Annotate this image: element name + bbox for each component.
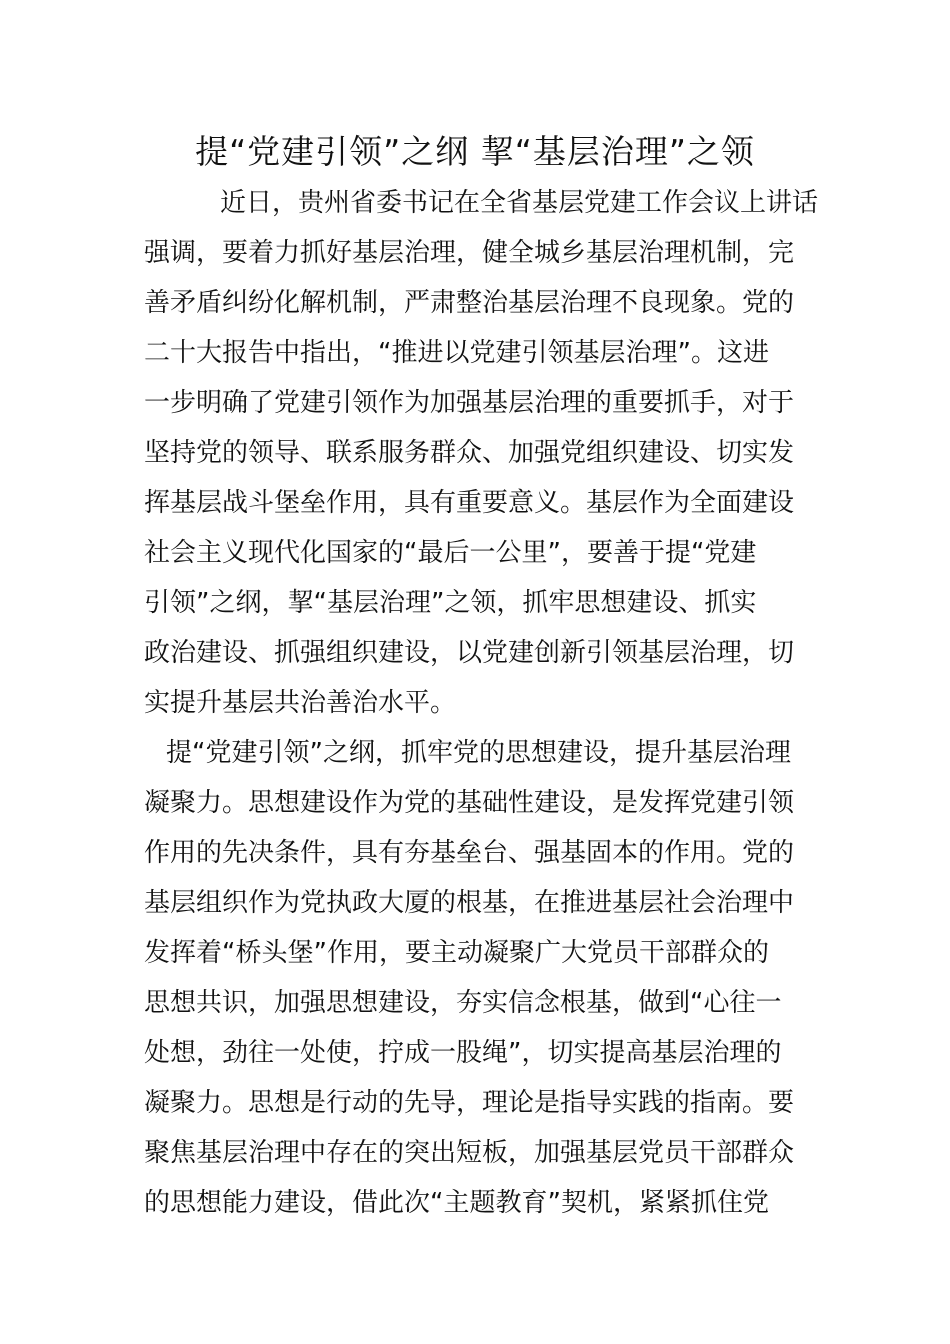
text-line: 善矛盾纠纷化解机制，严肃整治基层治理不良现象。党的: [144, 288, 795, 318]
document-body: [144, 178, 819, 1228]
paragraph-1: [144, 178, 819, 728]
text-line: 聚焦基层治理中存在的突出短板，加强基层党员干部群众: [144, 1138, 795, 1168]
text-line: 作用的先决条件，具有夯基垒台、强基固本的作用。党的: [144, 838, 795, 868]
text-line: 社会主义现代化国家的“最后一公里”，要善于提“党建: [144, 538, 757, 568]
text-line: 提“党建引领”之纲，抓牢党的思想建设，提升基层治理: [166, 738, 791, 768]
text-line: 处想，劲往一处使，拧成一股绳”，切实提高基层治理的: [144, 1038, 782, 1068]
text-line: 挥基层战斗堡垒作用，具有重要意义。基层作为全面建设: [144, 488, 795, 518]
text-line: 坚持党的领导、联系服务群众、加强党组织建设、切实发: [144, 438, 795, 468]
text-line: 思想共识，加强思想建设，夯实信念根基，做到“心往一: [144, 988, 782, 1018]
text-line: 发挥着“桥头堡”作用，要主动凝聚广大党员干部群众的: [144, 938, 769, 968]
text-line: 一步明确了党建引领作为加强基层治理的重要抓手，对于: [144, 388, 795, 418]
text-line: 二十大报告中指出，“推进以党建引领基层治理”。这进: [144, 338, 769, 368]
text-line: 政治建设、抓强组织建设，以党建创新引领基层治理，切: [144, 638, 795, 668]
text-line: 凝聚力。思想建设作为党的基础性建设，是发挥党建引领: [144, 788, 795, 818]
text-line: 强调，要着力抓好基层治理，健全城乡基层治理机制，完: [144, 238, 795, 268]
text-line: 近日，贵州省委书记在全省基层党建工作会议上讲话: [220, 188, 819, 218]
paragraph-2: [144, 728, 814, 1228]
text-line: 引领”之纲，挈“基层治理”之领，抓牢思想建设、抓实: [144, 588, 757, 618]
text-line: 基层组织作为党执政大厦的根基，在推进基层社会治理中: [144, 888, 795, 918]
text-line: 实提升基层共治善治水平。: [144, 688, 457, 718]
text-line: 的思想能力建设，借此次“主题教育”契机，紧紧抓住党: [144, 1188, 769, 1218]
document-title: 提“党建引领”之纲 挈“基层治理”之领: [195, 132, 755, 171]
text-line: 凝聚力。思想是行动的先导，理论是指导实践的指南。要: [144, 1088, 795, 1118]
